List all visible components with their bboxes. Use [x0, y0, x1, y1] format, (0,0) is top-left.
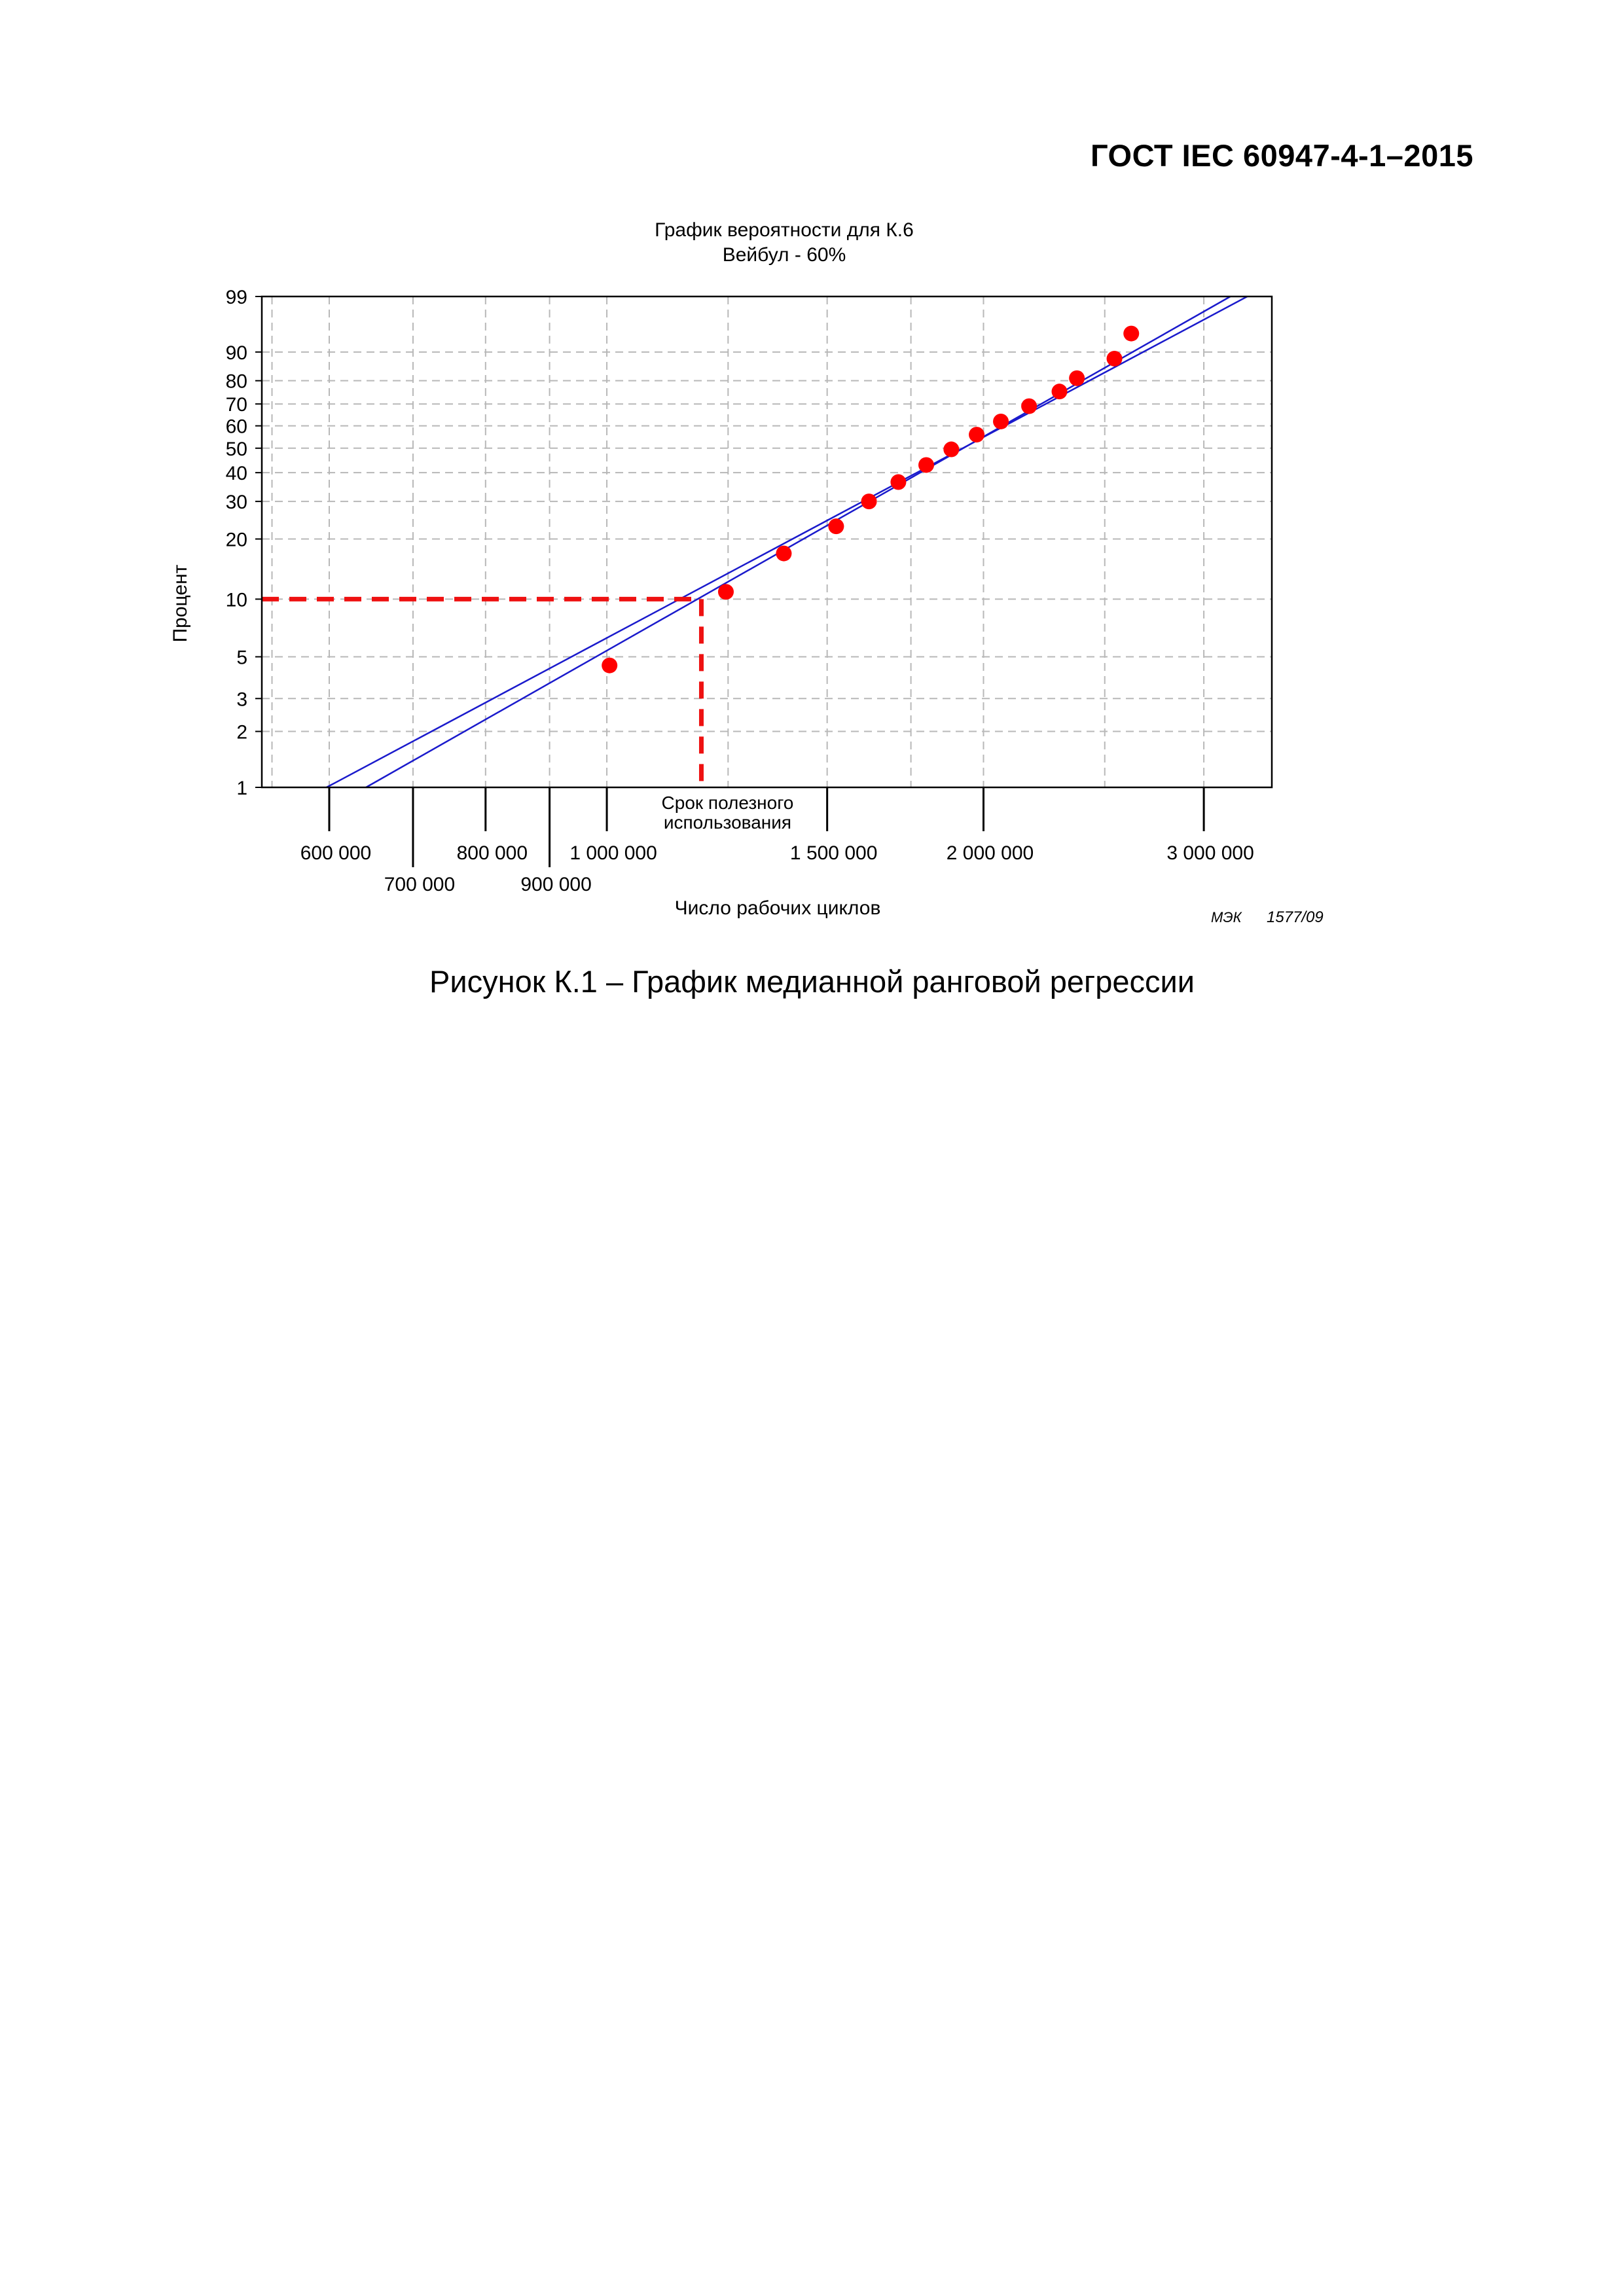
y-tick-label: 60: [225, 416, 247, 438]
data-point: [918, 457, 934, 473]
chart-title: График вероятности для К.6: [655, 219, 914, 241]
x-tick-label: 600 000: [300, 842, 372, 864]
plot-frame: [262, 296, 1272, 787]
regression-line: [327, 296, 1248, 787]
regression-line: [366, 296, 1230, 787]
y-tick-label: 80: [225, 370, 247, 393]
data-point: [776, 546, 791, 562]
y-tick-label: 40: [225, 463, 247, 485]
data-point: [993, 414, 1009, 429]
useful-life-label-line1: Срок полезного: [661, 793, 794, 813]
data-point: [861, 493, 877, 509]
source-mark-prefix: МЭК: [1211, 909, 1242, 925]
x-axis-label: Число рабочих циклов: [674, 897, 881, 919]
y-tick-label: 90: [225, 342, 247, 364]
grid-lines: [262, 296, 1272, 787]
data-point: [890, 475, 906, 490]
x-tick-label: 3 000 000: [1166, 842, 1254, 864]
data-point: [602, 658, 617, 673]
data-points: [602, 326, 1139, 673]
data-point: [1069, 370, 1085, 386]
y-tick-label: 3: [236, 689, 247, 711]
data-point: [1123, 326, 1139, 342]
data-point: [718, 584, 734, 600]
x-tick-label: 1 500 000: [789, 842, 878, 864]
x-tick-label: 2 000 000: [946, 842, 1034, 864]
x-tick-label: 700 000: [384, 874, 456, 895]
y-axis-ticks: [226, 287, 262, 799]
y-tick-label: 99: [225, 287, 247, 308]
x-tick-label: 1 000 000: [569, 842, 657, 864]
y-tick-label: 30: [225, 492, 247, 514]
y-tick-label: 70: [225, 394, 247, 416]
y-tick-label: 2: [236, 721, 247, 744]
data-point: [943, 442, 959, 457]
weibull-chart: [0, 0, 1624, 949]
chart-subtitle: Вейбул - 60%: [722, 244, 846, 266]
y-axis-label: Процент: [170, 564, 191, 643]
data-point: [1052, 384, 1068, 399]
y-tick-label: 20: [225, 529, 247, 551]
y-tick-label: 10: [225, 589, 247, 611]
data-point: [1021, 399, 1037, 414]
data-point: [969, 427, 984, 442]
y-tick-label: 5: [236, 647, 247, 669]
useful-life-label-line2: использования: [663, 812, 792, 833]
y-tick-label: 50: [225, 438, 247, 460]
regression-lines: [327, 296, 1248, 787]
weibull-probability-figure: [0, 0, 1624, 949]
x-tick-label: 900 000: [520, 874, 592, 895]
standard-code: ГОСТ IEC 60947-4-1–2015: [1090, 138, 1473, 173]
useful-life-annotation: [262, 599, 793, 833]
figure-caption: Рисунок К.1 – График медианной ранговой регрессии: [429, 964, 1195, 999]
source-mark-number: 1577/09: [1267, 908, 1324, 926]
y-tick-label: 1: [236, 778, 247, 799]
data-point: [1107, 351, 1123, 367]
data-point: [828, 518, 844, 534]
x-tick-label: 800 000: [456, 842, 528, 864]
